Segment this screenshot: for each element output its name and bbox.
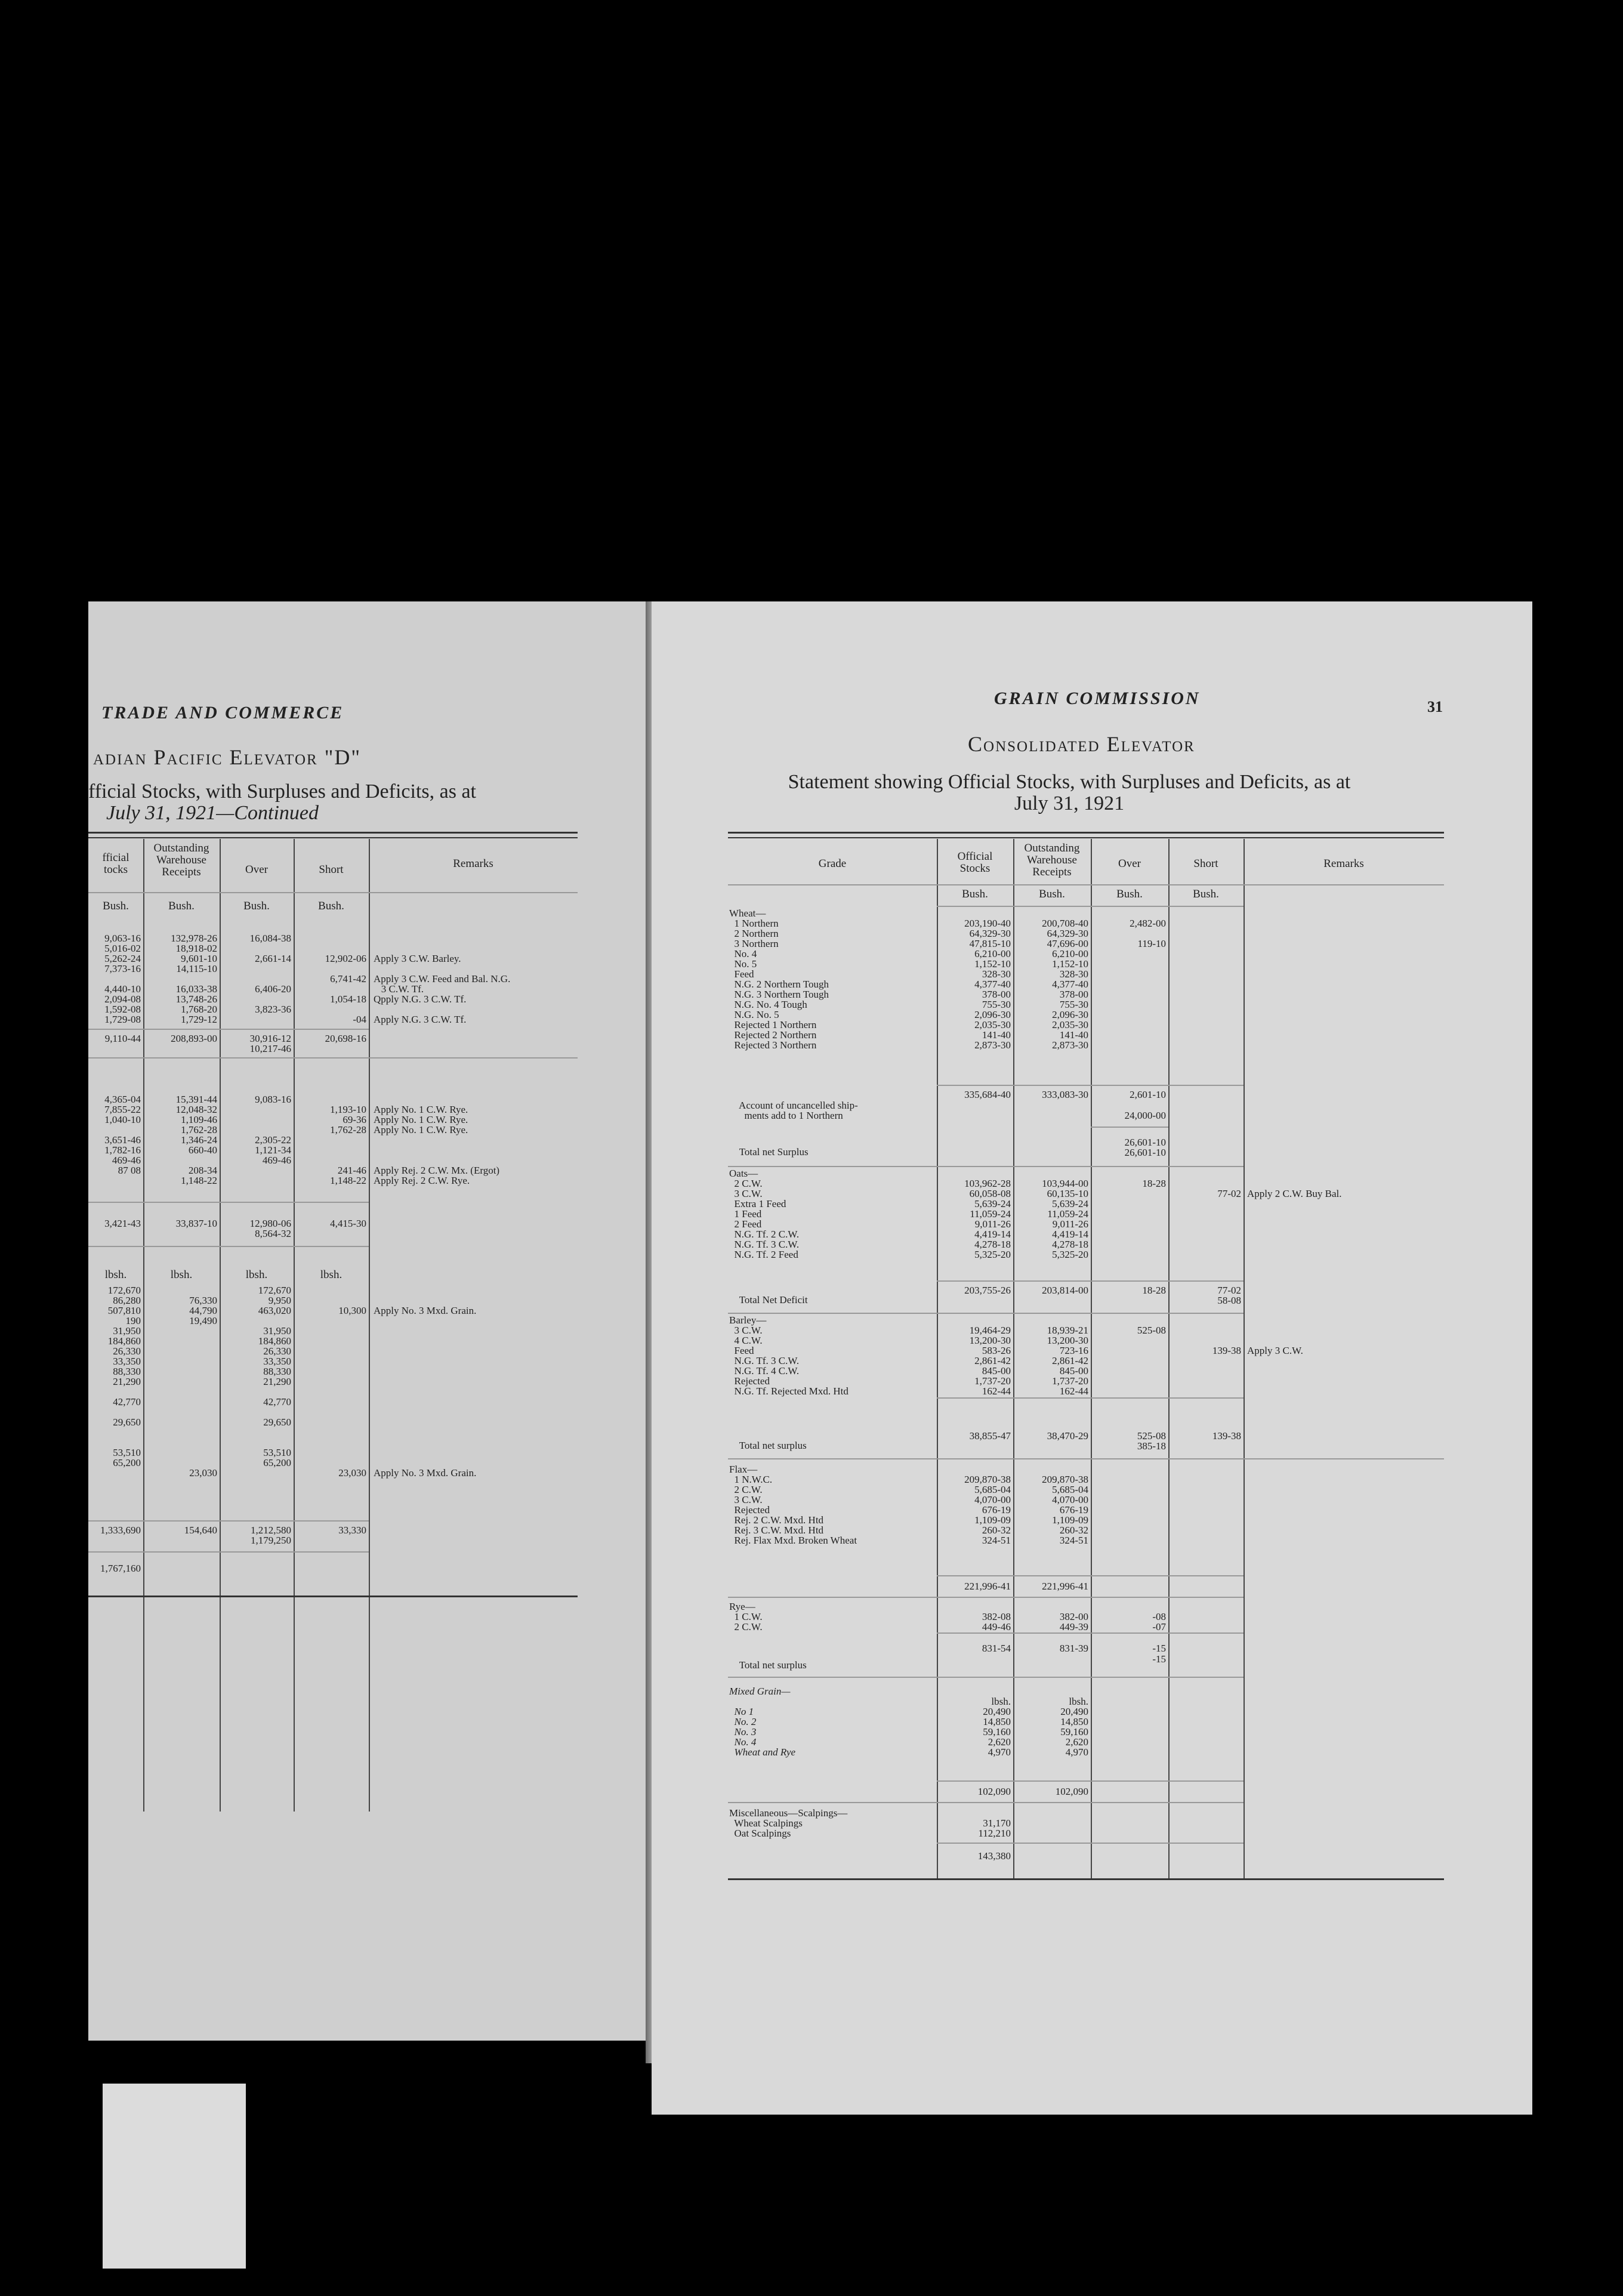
rye-total-outstanding: 831-39 <box>1059 1643 1088 1654</box>
rye-subtotal-rule <box>937 1632 1244 1634</box>
rye-grades: Rye— 1 C.W. 2 C.W. <box>729 1601 763 1632</box>
right-bottom-rule <box>728 1878 1444 1880</box>
left-header-outstanding: Outstanding Warehouse Receipts <box>153 842 209 878</box>
flax-total-outstanding: 221,996-41 <box>1042 1581 1088 1592</box>
left-b3-over: 12,980-06 8,564-32 <box>249 1218 291 1239</box>
rye-total-official: 831-54 <box>982 1643 1011 1654</box>
barley-total-over: 525-08 385-18 <box>1137 1430 1166 1452</box>
right-top-rule-2 <box>728 837 1444 838</box>
left-elevator-title: adian Pacific Elevator "D" <box>93 745 362 769</box>
right-header-over: Over <box>1118 857 1141 870</box>
page-number: 31 <box>1427 698 1443 715</box>
barley-total-outstanding: 38,470-29 <box>1047 1430 1088 1442</box>
rye-total-short: -15 <box>1152 1643 1166 1654</box>
left-b0-over: 16,084-38 2,661-14 6,406-20 3,823-36 <box>249 933 291 1015</box>
right-col-sep-over <box>1168 839 1170 1878</box>
left-lbs-unit-short: lbsh. <box>320 1269 343 1281</box>
left-statement-line2: July 31, 1921—Continued <box>106 802 319 824</box>
left-lbs-unit-outstanding: lbsh. <box>170 1269 193 1281</box>
wheat-end-rule <box>728 1166 1244 1167</box>
wheat-total-official: 335,684-40 <box>964 1089 1011 1100</box>
barley-over: 525-08 <box>1137 1325 1166 1336</box>
right-header-rule <box>728 884 1444 885</box>
wheat-net-surplus-label: Total net Surplus <box>729 1146 809 1158</box>
barley-remarks: Apply 3 C.W. <box>1247 1345 1303 1356</box>
flax-total-official: 221,996-41 <box>964 1581 1011 1592</box>
oats-net-deficit-label: Total Net Deficit <box>729 1294 808 1306</box>
rye-outstanding: 382-00 449-39 <box>1059 1611 1088 1632</box>
uncancelled-shipments-label: Account of uncancelled ship- ments add to 1 Northern <box>739 1100 858 1121</box>
uncancelled-shipments-over: 24,000-00 <box>1124 1110 1166 1121</box>
barley-subtotal-rule <box>937 1397 1244 1399</box>
right-running-head: GRAIN COMMISSION <box>994 689 1201 708</box>
wheat-total-over: 2,601-10 <box>1130 1089 1166 1100</box>
wheat-over: 2,482-00 119-10 <box>1130 918 1166 949</box>
left-running-head: TRADE AND COMMERCE <box>101 703 344 723</box>
left-b5-rule <box>88 1551 369 1553</box>
mixed-grain-outstanding: lbsh. 20,490 14,850 59,160 2,620 4,970 <box>1060 1696 1088 1758</box>
oats-end-rule <box>728 1313 1244 1314</box>
paper-tab <box>103 2084 246 2269</box>
scalpings-grades: Miscellaneous—Scalpings— Wheat Scalpings Oat Scalpings <box>729 1807 848 1839</box>
rye-net-surplus-short: -15 <box>1152 1653 1166 1665</box>
left-top-rule <box>88 832 578 834</box>
oats-grades: Oats— 2 C.W. 3 C.W. Extra 1 Feed 1 Feed 2 Feed N.G. Tf. 2 C.W. N.G. Tf. 3 C.W. N.G. Tf. 2 Feed <box>729 1168 800 1260</box>
left-top-rule-2 <box>88 837 578 838</box>
wheat-official: 203,190-40 64,329-30 47,815-10 6,210-00 1,152-10 328-30 4,377-40 378-00 755-30 2,096-30 2,035-30 141-40 2,873-30 <box>964 918 1011 1051</box>
oats-subtotal-rule <box>937 1280 1244 1282</box>
left-header-official: fficial tocks <box>102 851 129 876</box>
flax-end-rule <box>728 1597 1244 1598</box>
left-b4-rule <box>88 1520 369 1522</box>
right-col-sep-outstanding <box>1091 839 1092 1878</box>
left-b3-short: 4,415-30 <box>330 1218 366 1229</box>
left-b1-rule <box>88 1057 578 1058</box>
right-unit-official: Bush. <box>962 888 988 900</box>
left-b2-rule <box>88 1202 369 1203</box>
oats-remarks: Apply 2 C.W. Buy Bal. <box>1247 1188 1342 1199</box>
mixed-grain-grades: Mixed Grain— No 1 No. 2 No. 3 No. 4 Wheat and Rye <box>729 1686 796 1758</box>
left-b5-short: 33,330 <box>338 1525 366 1536</box>
barley-total-official: 38,855-47 <box>969 1430 1011 1442</box>
left-b5-outstanding: 154,640 <box>184 1525 217 1536</box>
left-b3-outstanding: 33,837-10 <box>175 1218 217 1229</box>
left-unit-outstanding: Bush. <box>168 900 195 912</box>
wheat-grades: Wheat— 1 Northern 2 Northern 3 Northern No. 4 No. 5 Feed N.G. 2 Northern Tough N.G. 3 Northern Tough N.G. No. 4 Tough N.G. No. 5 Rejected 1 Northern Rejected 2 Northern Rejected 3 Northern <box>729 908 829 1051</box>
oats-total-outstanding: 203,814-00 <box>1042 1285 1088 1296</box>
barley-net-surplus-label: Total net surplus <box>729 1440 807 1451</box>
left-b0-remarks: Apply 3 C.W. Barley. Apply 3 C.W. Feed and Bal. N.G. 3 C.W. Tf. Qpply N.G. 3 C.W. Tf. Apply N.G. 3 C.W. Tf. <box>374 953 511 1025</box>
barley-short: 139-38 <box>1212 1345 1241 1356</box>
flax-outstanding: 209,870-38 5,685-04 4,070-00 676-19 1,109-09 260-32 324-51 <box>1042 1474 1088 1546</box>
left-bottom-rule <box>88 1596 578 1597</box>
oats-total-over: 18-28 <box>1142 1285 1166 1296</box>
uncancelled-rule <box>1091 1127 1168 1128</box>
mixed-grain-subtotal-rule <box>937 1780 1244 1782</box>
scalpings-total-official: 143,380 <box>977 1850 1011 1862</box>
left-b1-outstanding: 208,893-00 <box>171 1033 217 1044</box>
rye-end-rule <box>728 1677 1244 1678</box>
left-header-remarks: Remarks <box>453 857 493 870</box>
right-unit-outstanding: Bush. <box>1039 888 1065 900</box>
oats-total-official: 203,755-26 <box>964 1285 1011 1296</box>
left-b6-official: 1,767,160 <box>100 1563 141 1574</box>
right-unit-short: Bush. <box>1193 888 1219 900</box>
left-b0-outstanding: 132,978-26 18,918-02 9,601-10 14,115-10 16,033-38 13,748-26 1,768-20 1,729-12 <box>171 933 217 1025</box>
left-b4-remarks: Apply No. 3 Mxd. Grain. Apply No. 3 Mxd. Grain. <box>374 1305 477 1479</box>
right-header-remarks: Remarks <box>1323 857 1364 870</box>
left-b4-over: 172,670 9,950 463,020 31,950 184,860 26,330 33,350 88,330 21,290 42,770 29,650 53,510 65,200 <box>258 1285 291 1468</box>
left-b1-over: 30,916-12 10,217-46 <box>249 1033 291 1054</box>
oats-total-short: 77-02 58-08 <box>1217 1285 1241 1306</box>
barley-official: 19,464-29 13,200-30 583-26 2,861-42 845-00 1,737-20 162-44 <box>969 1325 1011 1397</box>
left-unit-over: Bush. <box>243 900 270 912</box>
left-header-over: Over <box>245 863 268 876</box>
rye-net-surplus-label: Total net surplus <box>729 1659 807 1671</box>
left-b1-short: 20,698-16 <box>325 1033 366 1044</box>
wheat-subtotal-rule <box>937 1085 1244 1086</box>
left-b2-over: 9,083-16 2,305-22 1,121-34 469-46 <box>255 1094 291 1166</box>
barley-outstanding: 18,939-21 13,200-30 723-16 2,861-42 845-00 1,737-20 162-44 <box>1047 1325 1088 1397</box>
wheat-net-surplus-over: 26,601-10 26,601-10 <box>1124 1137 1166 1158</box>
oats-short: 77-02 <box>1217 1188 1241 1199</box>
barley-end-rule <box>728 1458 1444 1459</box>
left-statement-line1: fficial Stocks, with Surpluses and Deficits, as at <box>88 780 476 803</box>
right-statement-line1: Statement showing Official Stocks, with Surpluses and Deficits, as at <box>788 771 1351 793</box>
left-b5-over: 1,212,580 1,179,250 <box>251 1525 291 1546</box>
left-header-rule <box>88 892 578 893</box>
right-elevator-title: Consolidated Elevator <box>968 732 1195 756</box>
wheat-total-outstanding: 333,083-30 <box>1042 1089 1088 1100</box>
left-b0-short: 12,902-06 6,741-42 1,054-18 -04 <box>325 953 366 1025</box>
flax-official: 209,870-38 5,685-04 4,070-00 676-19 1,109-09 260-32 324-51 <box>964 1474 1011 1546</box>
left-col-sep-4 <box>369 839 370 1812</box>
left-b1-official: 9,110-44 <box>104 1033 141 1044</box>
oats-outstanding: 103,944-00 60,135-10 5,639-24 11,059-24 9,011-26 4,419-14 4,278-18 5,325-20 <box>1042 1178 1088 1260</box>
left-b0-rule <box>88 1029 369 1030</box>
right-header-grade: Grade <box>818 857 847 870</box>
left-b3-rule <box>88 1246 369 1247</box>
left-unit-official: Bush. <box>103 900 129 912</box>
scalpings-official: 31,170 112,210 <box>978 1817 1011 1839</box>
barley-total-short: 139-38 <box>1212 1430 1241 1442</box>
left-b4-outstanding: 76,330 44,790 19,490 23,030 <box>189 1295 217 1479</box>
flax-subtotal-rule <box>937 1575 1244 1576</box>
left-b0-official: 9,063-16 5,016-02 5,262-24 7,373-16 4,440-10 2,094-08 1,592-08 1,729-08 <box>104 933 141 1025</box>
wheat-outstanding: 200,708-40 64,329-30 47,696-00 6,210-00 1,152-10 328-30 4,377-40 378-00 755-30 2,096-30 2,035-30 141-40 2,873-30 <box>1042 918 1088 1051</box>
left-page <box>88 601 647 2041</box>
right-col-sep-short <box>1244 839 1245 1878</box>
oats-over: 18-28 <box>1142 1178 1166 1189</box>
left-unit-short: Bush. <box>318 900 344 912</box>
right-header-official: Official Stocks <box>957 850 993 875</box>
rye-official: 382-08 449-46 <box>982 1611 1011 1632</box>
mixed-grain-official: lbsh. 20,490 14,850 59,160 2,620 4,970 <box>983 1696 1011 1758</box>
left-b2-official: 4,365-04 7,855-22 1,040-10 3,651-46 1,782-16 469-46 87 08 <box>104 1094 141 1176</box>
right-statement-line2: July 31, 1921 <box>1014 792 1125 814</box>
left-b3-official: 3,421-43 <box>104 1218 141 1229</box>
right-unit-rule <box>937 906 1244 907</box>
left-b4-official: 172,670 86,280 507,810 190 31,950 184,860 26,330 33,350 88,330 21,290 42,770 29,650 53,510 65,200 <box>107 1285 141 1468</box>
right-page <box>652 601 1532 2115</box>
mixed-grain-total-outstanding: 102,090 <box>1055 1786 1088 1797</box>
right-header-short: Short <box>1193 857 1218 870</box>
left-b5-official: 1,333,690 <box>100 1525 141 1536</box>
left-b2-short: 1,193-10 69-36 1,762-28 241-46 1,148-22 <box>330 1104 366 1186</box>
barley-grades: Barley— 3 C.W. 4 C.W. Feed N.G. Tf. 3 C.W. N.G. Tf. 4 C.W. Rejected N.G. Tf. Rejected Mxd. Htd <box>729 1314 848 1397</box>
right-header-outstanding: Outstanding Warehouse Receipts <box>1024 842 1080 878</box>
scalpings-subtotal-rule <box>937 1843 1244 1844</box>
mixed-grain-total-official: 102,090 <box>977 1786 1011 1797</box>
rye-short: -08 -07 <box>1152 1611 1166 1632</box>
left-lbs-unit-over: lbsh. <box>245 1269 268 1281</box>
left-header-short: Short <box>319 863 344 876</box>
left-b4-short: 10,300 23,030 <box>338 1305 366 1479</box>
left-b2-remarks: Apply No. 1 C.W. Rye. Apply No. 1 C.W. Rye. Apply No. 1 C.W. Rye. Apply Rej. 2 C.W. Mx. (Ergot) Apply Rej. 2 C.W. Rye. <box>374 1104 500 1186</box>
left-b2-outstanding: 15,391-44 12,048-32 1,109-46 1,762-28 1,346-24 660-40 208-34 1,148-22 <box>175 1094 217 1186</box>
oats-official: 103,962-28 60,058-08 5,639-24 11,059-24 9,011-26 4,419-14 4,278-18 5,325-20 <box>964 1178 1011 1260</box>
left-lbs-unit-official: lbsh. <box>104 1269 127 1281</box>
right-unit-over: Bush. <box>1116 888 1143 900</box>
flax-grades: Flax— 1 N.W.C. 2 C.W. 3 C.W. Rejected Rej. 2 C.W. Mxd. Htd Rej. 3 C.W. Mxd. Htd Rej. Flax Mxd. Broken Wheat <box>729 1464 857 1546</box>
right-top-rule <box>728 832 1444 834</box>
mixed-grain-end-rule <box>728 1802 1244 1803</box>
